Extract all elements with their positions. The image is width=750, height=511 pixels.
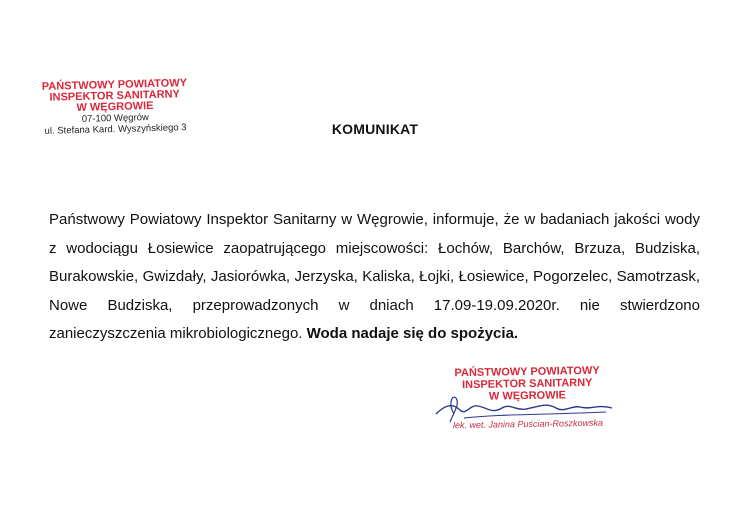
stamp-line: INSPEKTOR SANITARNY [49, 88, 181, 104]
stamp-line: W WĘGROWIE [488, 389, 567, 403]
stamp-line: W WĘGROWIE [76, 99, 154, 115]
stamp-line: PAŃSTWOWY POWIATOWY [41, 77, 188, 93]
announcement-conclusion: Woda nadaje się do spożycia. [306, 325, 519, 342]
stamp-street-address: ul. Stefana Kard. Wyszyńskiego 3 [44, 122, 187, 137]
announcement-body [49, 206, 700, 349]
stamp-line: PAŃSTWOWY POWIATOWY [454, 364, 600, 380]
stamp-line: INSPEKTOR SANITARNY [461, 376, 593, 392]
handwritten-signature [430, 384, 620, 429]
stamp-postal-code: 07-100 Węgrów [81, 112, 149, 125]
announcement-text: Państwowy Powiatowy Inspektor Sanitarny w Węgrowie, informuje, że w badaniach jakości wody z wodociągu Łosiewice zaopatrującego miejscowości: Łochów, Barchów, Brzuza, Budziska, Burakowskie, Gwizdały, Jasiorówka, Jerzyska, Kaliska, Łojki, Łosiewice, Pogorzelec, Samotrzask, Nowe Budziska, przeprowadzonych w dniach 17.09-19.09.2020r. nie stwierdzono zanieczyszczenia mikrobiologicznego. [49, 211, 700, 342]
signatory-name: lek. wet. Janina Puścian-Roszkowska [452, 417, 604, 431]
page-title: KOMUNIKAT [331, 121, 419, 137]
